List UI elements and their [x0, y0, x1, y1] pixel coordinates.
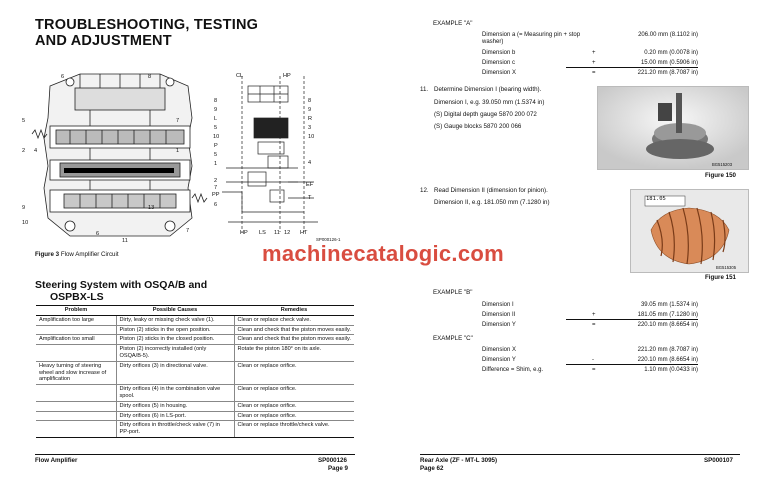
schem-label-r4: 4	[308, 160, 312, 166]
table-cell-problem: Amplification too large	[36, 315, 116, 325]
step-12-number: 12.	[420, 187, 429, 194]
table-row	[36, 421, 354, 438]
example-c-row-label: Dimension Y	[482, 357, 516, 363]
schem-label-r9: 9	[308, 107, 312, 113]
step-11-line: Dimension I, e.g. 39.050 mm (1.5374 in)	[434, 99, 545, 106]
example-a-row-label: Dimension X	[482, 70, 517, 76]
table-cell-remedy: Clean or replace throttle/check valve.	[234, 421, 354, 438]
schem-label-b12: 12	[284, 230, 291, 236]
schem-label-8: 8	[214, 98, 218, 104]
troubleshooting-table	[36, 305, 354, 438]
photo-figure-150	[597, 86, 749, 170]
watermark-text: machinecatalogic.com	[262, 241, 504, 266]
callout-1: 1	[176, 148, 180, 154]
example-b-row-op: =	[592, 322, 596, 328]
right-footer-page: Page 62	[420, 465, 444, 472]
table-row	[36, 411, 354, 421]
step-11-text: Determine Dimension I (bearing width).	[434, 86, 542, 93]
schem-label-hp: HP	[283, 73, 291, 79]
table-cell-problem	[36, 385, 116, 402]
schem-label-1: 1	[214, 161, 218, 167]
photo-151-readout: 181.05	[646, 196, 666, 202]
example-a-row-label: Dimension c	[482, 60, 516, 66]
example-b-row-value: 39.05 mm (1.5374 in)	[640, 302, 698, 308]
page-title-line2: AND ADJUSTMENT	[35, 33, 172, 49]
example-c-row-op: =	[592, 367, 596, 373]
example-b-label: EXAMPLE "B"	[433, 289, 473, 296]
callout-5: 5	[22, 118, 26, 124]
figure-151-caption: Figure 151	[705, 274, 736, 281]
example-a-label: EXAMPLE "A"	[433, 20, 473, 27]
schem-label-r8: 8	[308, 98, 312, 104]
table-cell-problem	[36, 345, 116, 362]
schem-label-7: 7	[214, 185, 218, 191]
schem-label-bhp: HP	[240, 230, 248, 236]
schem-label-cl: CL	[236, 73, 244, 79]
column-header-remedies: Remedies	[234, 306, 354, 316]
example-c-row-value: 220.10 mm (8.6654 in)	[566, 357, 698, 365]
figure-3-number: Figure 3	[35, 251, 60, 258]
example-a-row-value: 206.00 mm (8.1102 in)	[638, 32, 698, 38]
callout-2: 2	[22, 148, 26, 154]
step-11-line: (S) Gauge blocks 5870 200 066	[434, 123, 522, 130]
table-cell-remedy: Clean or replace check valve.	[234, 315, 354, 325]
table-cell-remedy: Clean and check that the piston moves easily.	[234, 335, 354, 345]
example-c-row-value: 1.10 mm (0.0433 in)	[644, 367, 698, 373]
table-cell-cause: Dirty orifices (6) in LS-port.	[116, 411, 234, 421]
column-header-causes: Possible Causes	[116, 306, 234, 316]
example-c-row-value: 221.20 mm (8.7087 in)	[637, 347, 698, 353]
step-11-number: 11.	[420, 86, 429, 93]
right-footer-divider	[420, 454, 740, 455]
schem-label-2: 2	[214, 178, 218, 184]
schem-label-r3: 3	[308, 125, 312, 131]
step-12-line: Dimension II, e.g. 181.050 mm (7.1280 in)	[434, 199, 550, 206]
callout-10: 10	[22, 220, 29, 226]
table-row	[36, 401, 354, 411]
schem-label-b11: 11	[274, 230, 280, 236]
example-c-row-label: Difference = Shim, e.g.	[482, 367, 544, 373]
table-cell-problem: Amplification too small	[36, 335, 116, 345]
schem-label-9: 9	[214, 107, 218, 113]
table-cell-cause: Dirty, leaky or missing check valve (1).	[116, 315, 234, 325]
callout-4: 4	[34, 148, 38, 154]
table-row	[36, 325, 354, 335]
example-c-row-label: Dimension X	[482, 347, 517, 353]
example-a-row-op: =	[592, 70, 596, 76]
left-footer-title: Flow Amplifier	[35, 457, 78, 464]
example-a-row-label: Dimension b	[482, 50, 516, 56]
example-a-row-value: 221.20 mm (8.7087 in)	[637, 70, 698, 76]
figure-3-caption	[35, 251, 119, 259]
schem-label-ef: EF	[306, 182, 314, 188]
example-b-row-label: Dimension Y	[482, 322, 516, 328]
hydraulic-schematic	[218, 72, 328, 240]
example-a-row-value: 0.20 mm (0.0078 in)	[644, 50, 698, 56]
table-cell-cause: Dirty orifices (3) in directional valve.	[116, 361, 234, 384]
schem-label-6: 6	[214, 202, 218, 208]
example-a-row-value: 15.00 mm (0.5906 in)	[566, 60, 698, 68]
table-cell-cause: Piston (2) sticks in the open position.	[116, 325, 234, 335]
table-row	[36, 345, 354, 362]
right-footer-code: SP000107	[704, 457, 733, 464]
table-cell-cause: Dirty orifices (5) in housing.	[116, 401, 234, 411]
example-b-row-op: +	[592, 312, 596, 318]
table-row	[36, 335, 354, 345]
schem-label-P: P	[214, 143, 218, 149]
schem-label-bls: LS	[259, 230, 266, 236]
callout-9: 9	[22, 205, 26, 211]
step-12-text: Read Dimension II (dimension for pinion).	[434, 187, 548, 194]
example-c-row-op: -	[592, 357, 594, 363]
schem-code: SP000126-1	[316, 237, 341, 242]
callout-13: 13	[148, 205, 155, 211]
left-footer-divider	[35, 454, 355, 455]
schem-label-t: T	[308, 195, 312, 201]
callout-6b: 6	[96, 231, 100, 237]
callout-7b: 7	[186, 228, 190, 234]
section-title-line1: Steering System with OSQA/B and	[35, 279, 208, 291]
example-a-row-op: +	[592, 50, 596, 56]
example-b-row-value: 181.05 mm (7.1280 in)	[566, 312, 698, 320]
table-row	[36, 385, 354, 402]
photo-151-code: BG515305	[716, 265, 737, 270]
table-cell-remedy: Clean or replace orifice.	[234, 411, 354, 421]
table-cell-remedy: Clean and check that the piston moves easily.	[234, 325, 354, 335]
schem-label-5: 5	[214, 125, 218, 131]
schem-label-L: L	[214, 116, 218, 122]
left-footer-page: Page 9	[328, 465, 348, 472]
schem-label-r10: 10	[308, 134, 315, 140]
schem-label-R: R	[308, 116, 313, 122]
table-cell-remedy: Rotate the piston 180° on its axle.	[234, 345, 354, 362]
table-cell-remedy: Clean or replace orifice.	[234, 385, 354, 402]
schem-label-pp: PP	[212, 192, 220, 198]
table-cell-cause: Piston (2) incorrectly installed (only OSQA/B-5).	[116, 345, 234, 362]
example-b-row-label: Dimension II	[482, 312, 516, 318]
schem-label-5b: 5	[214, 152, 218, 158]
table-cell-problem	[36, 401, 116, 411]
schem-label-10: 10	[213, 134, 220, 140]
table-row	[36, 361, 354, 384]
page-title-line1: TROUBLESHOOTING, TESTING	[35, 17, 259, 33]
example-c-label: EXAMPLE "C"	[433, 335, 473, 342]
table-cell-problem: Heavy turning of steering wheel and slow increase of amplification	[36, 361, 116, 384]
figure-150-caption: Figure 150	[705, 172, 736, 179]
table-cell-cause: Dirty orifices (4) in the combination valve spool.	[116, 385, 234, 402]
column-header-problem: Problem	[36, 306, 116, 316]
figure-3-text: Flow Amplifier Circuit	[60, 251, 119, 258]
table-cell-problem	[36, 411, 116, 421]
table-cell-problem	[36, 325, 116, 335]
callout-7: 7	[176, 118, 180, 124]
photo-150-code: BG515203	[712, 162, 733, 167]
callout-11: 11	[122, 238, 128, 244]
section-title-line2: OSPBX-LS	[50, 291, 104, 303]
table-row	[36, 315, 354, 325]
left-footer-code: SP000126	[318, 457, 347, 464]
table-cell-remedy: Clean or replace orifice.	[234, 401, 354, 411]
table-cell-cause: Dirty orifices in throttle/check valve (7) in PP-port.	[116, 421, 234, 438]
right-footer-title: Rear Axle (ZF - MT-L 3095)	[420, 457, 498, 464]
example-b-row-label: Dimension I	[482, 302, 514, 308]
example-a-row-op: +	[592, 60, 596, 66]
schem-label-bht: HT	[300, 230, 308, 236]
callout-6: 6	[61, 74, 65, 80]
table-cell-cause: Piston (2) sticks in the closed position.	[116, 335, 234, 345]
table-cell-problem	[36, 421, 116, 438]
callout-8: 8	[148, 74, 152, 80]
table-cell-remedy: Clean or replace orifice.	[234, 361, 354, 384]
example-a-row-label: Dimension a (= Measuring pin + stop washer)	[482, 32, 581, 45]
step-11-line: (S) Digital depth gauge 5870 200 072	[434, 111, 537, 118]
example-b-row-value: 220.10 mm (8.6654 in)	[637, 322, 698, 328]
